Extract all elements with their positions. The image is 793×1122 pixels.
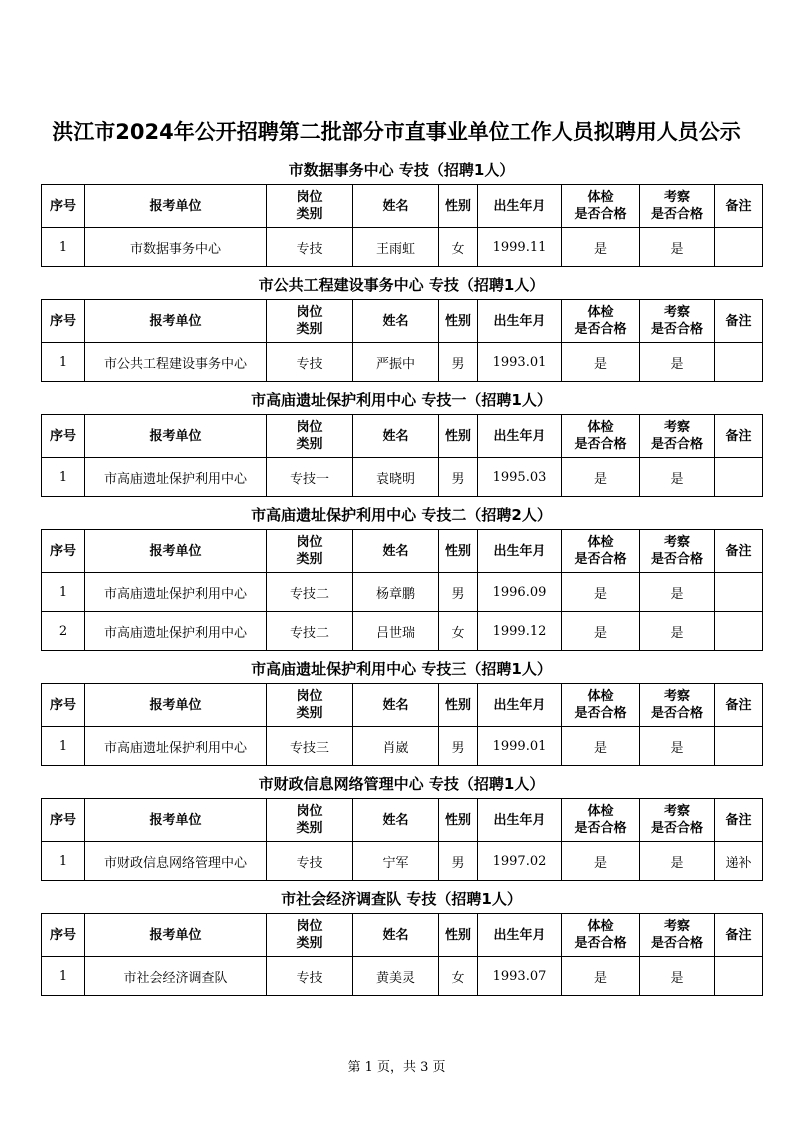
cell-health: 是 [562,612,640,651]
cell-index: 1 [42,573,85,612]
header-health [562,799,640,842]
header-review-text: 是否合格 [650,322,703,337]
header-health [562,914,640,957]
header-index [42,684,85,727]
candidate-table [41,184,763,267]
header-gender [439,914,478,957]
header-gender-text: 性别 [444,697,471,713]
cell-review: 是 [640,727,715,766]
header-review-text: 考察 [663,689,690,704]
header-post-text: 类别 [296,322,323,337]
table-header-row [42,799,763,842]
cell-index: 1 [42,957,85,996]
header-review [640,185,715,228]
table-header-row [42,914,763,957]
cell-gender: 男 [439,343,478,382]
cell-gender: 女 [439,228,478,267]
header-review [640,914,715,957]
header-unit [85,530,267,573]
cell-remark: 递补 [715,842,763,881]
table-header-row [42,415,763,458]
recruitment-section [41,386,762,497]
page-footer: 第 1 页，共 3 页 [347,1060,446,1075]
cell-review: 是 [640,612,715,651]
cell-unit: 市数据事务中心 [85,228,267,267]
header-unit-text: 报考单位 [149,428,202,444]
header-post-text: 岗位 [296,420,323,435]
cell-name: 杨章鹏 [353,573,439,612]
header-health-text: 是否合格 [574,437,627,452]
header-review [640,684,715,727]
cell-birth: 1993.07 [478,957,562,996]
cell-index: 1 [42,228,85,267]
header-birth [478,684,562,727]
cell-gender: 女 [439,957,478,996]
header-birth-text: 出生年月 [493,697,546,713]
section-title: 市社会经济调查队 专技（招聘1人） [281,890,522,908]
cell-post: 专技三 [267,727,353,766]
header-health-text: 是否合格 [574,936,627,951]
header-review [640,530,715,573]
table-header-row [42,530,763,573]
header-unit-text: 报考单位 [149,812,202,828]
header-birth [478,914,562,957]
header-review-text: 考察 [663,919,690,934]
header-health [562,300,640,343]
cell-health: 是 [562,957,640,996]
cell-review: 是 [640,842,715,881]
header-health-text: 体检 [587,804,614,819]
header-gender-text: 性别 [444,428,471,444]
header-gender [439,185,478,228]
header-unit-text: 报考单位 [149,198,202,214]
candidate-table [41,913,763,996]
header-post [267,530,353,573]
header-unit [85,415,267,458]
table-row [42,727,763,766]
header-review-text: 是否合格 [650,552,703,567]
header-name-text: 姓名 [382,927,409,943]
header-gender-text: 性别 [444,313,471,329]
header-post [267,684,353,727]
header-index [42,300,85,343]
header-index-text: 序号 [49,428,76,444]
table-row [42,458,763,497]
header-gender [439,799,478,842]
header-review-text: 考察 [663,420,690,435]
header-post [267,185,353,228]
header-unit [85,799,267,842]
table-row [42,573,763,612]
header-remark-text: 备注 [725,927,752,943]
header-post-text: 类别 [296,936,323,951]
cell-post: 专技二 [267,612,353,651]
header-unit [85,185,267,228]
header-health-text: 是否合格 [574,322,627,337]
header-post-text: 岗位 [296,804,323,819]
header-birth-text: 出生年月 [493,198,546,214]
header-post-text: 岗位 [296,190,323,205]
header-index-text: 序号 [49,543,76,559]
header-remark-text: 备注 [725,812,752,828]
header-health [562,530,640,573]
cell-remark [715,228,763,267]
header-birth-text: 出生年月 [493,812,546,828]
cell-gender: 女 [439,612,478,651]
header-gender [439,415,478,458]
header-remark [715,914,763,957]
cell-name: 肖崴 [353,727,439,766]
header-post-text: 类别 [296,706,323,721]
cell-unit: 市财政信息网络管理中心 [85,842,267,881]
header-remark [715,185,763,228]
header-index [42,415,85,458]
cell-remark [715,727,763,766]
header-name-text: 姓名 [382,428,409,444]
cell-review: 是 [640,573,715,612]
cell-name: 严振中 [353,343,439,382]
header-post-text: 岗位 [296,919,323,934]
cell-health: 是 [562,573,640,612]
cell-gender: 男 [439,727,478,766]
header-health-text: 体检 [587,305,614,320]
cell-name: 宁军 [353,842,439,881]
table-header-row [42,185,763,228]
header-name [353,914,439,957]
cell-index: 1 [42,727,85,766]
header-name-text: 姓名 [382,198,409,214]
cell-index: 1 [42,458,85,497]
section-title: 市高庙遗址保护利用中心 专技三（招聘1人） [251,660,552,678]
header-review [640,415,715,458]
header-health-text: 体检 [587,190,614,205]
header-name-text: 姓名 [382,543,409,559]
cell-review: 是 [640,458,715,497]
cell-post: 专技 [267,957,353,996]
header-birth [478,530,562,573]
cell-health: 是 [562,343,640,382]
cell-index: 1 [42,842,85,881]
header-name [353,185,439,228]
header-health-text: 体检 [587,420,614,435]
header-remark-text: 备注 [725,697,752,713]
cell-index: 1 [42,343,85,382]
cell-gender: 男 [439,458,478,497]
header-post [267,799,353,842]
header-unit [85,914,267,957]
header-index-text: 序号 [49,697,76,713]
header-review-text: 是否合格 [650,207,703,222]
header-index [42,530,85,573]
header-name [353,300,439,343]
header-health-text: 是否合格 [574,821,627,836]
header-remark-text: 备注 [725,198,752,214]
header-birth [478,300,562,343]
section-title: 市公共工程建设事务中心 专技（招聘1人） [258,276,545,294]
header-gender-text: 性别 [444,927,471,943]
header-name-text: 姓名 [382,313,409,329]
table-row [42,842,763,881]
section-title: 市财政信息网络管理中心 专技（招聘1人） [258,775,545,793]
header-health-text: 是否合格 [574,706,627,721]
header-gender [439,300,478,343]
header-index-text: 序号 [49,198,76,214]
header-remark [715,415,763,458]
header-name [353,415,439,458]
header-health-text: 体检 [587,919,614,934]
section-title: 市数据事务中心 专技（招聘1人） [288,161,515,179]
header-post [267,300,353,343]
cell-name: 王雨虹 [353,228,439,267]
cell-health: 是 [562,842,640,881]
recruitment-section [41,156,762,267]
cell-birth: 1997.02 [478,842,562,881]
table-row [42,228,763,267]
header-review [640,300,715,343]
section-gap [41,996,762,1000]
cell-unit: 市社会经济调查队 [85,957,267,996]
header-gender-text: 性别 [444,198,471,214]
recruitment-section [41,885,762,996]
header-post [267,415,353,458]
header-name-text: 姓名 [382,812,409,828]
header-unit-text: 报考单位 [149,313,202,329]
header-birth [478,799,562,842]
header-review-text: 考察 [663,305,690,320]
cell-gender: 男 [439,573,478,612]
cell-unit: 市高庙遗址保护利用中心 [85,573,267,612]
cell-unit: 市高庙遗址保护利用中心 [85,458,267,497]
header-post [267,914,353,957]
header-post-text: 类别 [296,552,323,567]
candidate-table [41,683,763,766]
header-birth-text: 出生年月 [493,543,546,559]
candidate-table [41,299,763,382]
cell-post: 专技 [267,343,353,382]
header-name-text: 姓名 [382,697,409,713]
recruitment-section [41,655,762,766]
cell-gender: 男 [439,842,478,881]
header-review-text: 考察 [663,804,690,819]
cell-remark [715,458,763,497]
header-remark [715,300,763,343]
cell-post: 专技二 [267,573,353,612]
cell-remark [715,343,763,382]
header-post-text: 岗位 [296,535,323,550]
header-health [562,684,640,727]
header-index [42,185,85,228]
header-unit-text: 报考单位 [149,543,202,559]
header-remark [715,530,763,573]
header-remark-text: 备注 [725,543,752,559]
cell-remark [715,573,763,612]
cell-review: 是 [640,957,715,996]
header-review-text: 考察 [663,535,690,550]
header-remark [715,684,763,727]
header-unit [85,684,267,727]
cell-post: 专技 [267,228,353,267]
cell-birth: 1996.09 [478,573,562,612]
header-index-text: 序号 [49,927,76,943]
candidate-table [41,529,763,651]
header-birth [478,415,562,458]
header-review-text: 考察 [663,190,690,205]
header-remark-text: 备注 [725,428,752,444]
cell-birth: 1999.12 [478,612,562,651]
cell-name: 吕世瑞 [353,612,439,651]
table-row [42,957,763,996]
sections-container [41,156,762,1000]
header-unit-text: 报考单位 [149,697,202,713]
cell-unit: 市高庙遗址保护利用中心 [85,612,267,651]
recruitment-section [41,501,762,651]
cell-post: 专技 [267,842,353,881]
header-name [353,530,439,573]
header-unit [85,300,267,343]
cell-health: 是 [562,228,640,267]
candidate-table [41,414,763,497]
header-name [353,684,439,727]
cell-birth: 1995.03 [478,458,562,497]
header-gender [439,530,478,573]
header-post-text: 类别 [296,821,323,836]
cell-birth: 1999.11 [478,228,562,267]
document-title: 洪江市2024年公开招聘第二批部分市直事业单位工作人员拟聘用人员公示 [52,120,741,144]
table-row [42,612,763,651]
cell-review: 是 [640,343,715,382]
table-header-row [42,684,763,727]
header-review-text: 是否合格 [650,936,703,951]
header-remark [715,799,763,842]
cell-index: 2 [42,612,85,651]
cell-unit: 市高庙遗址保护利用中心 [85,727,267,766]
header-index-text: 序号 [49,812,76,828]
header-post-text: 岗位 [296,305,323,320]
recruitment-section [41,271,762,382]
cell-post: 专技一 [267,458,353,497]
cell-health: 是 [562,458,640,497]
header-name [353,799,439,842]
cell-remark [715,612,763,651]
header-index [42,799,85,842]
header-health [562,185,640,228]
table-header-row [42,300,763,343]
cell-remark [715,957,763,996]
section-title: 市高庙遗址保护利用中心 专技二（招聘2人） [251,506,552,524]
header-health-text: 是否合格 [574,207,627,222]
header-post-text: 类别 [296,207,323,222]
cell-review: 是 [640,228,715,267]
header-review [640,799,715,842]
recruitment-section [41,770,762,881]
header-post-text: 类别 [296,437,323,452]
cell-birth: 1993.01 [478,343,562,382]
header-unit-text: 报考单位 [149,927,202,943]
section-title: 市高庙遗址保护利用中心 专技一（招聘1人） [251,391,552,409]
header-review-text: 是否合格 [650,706,703,721]
header-birth-text: 出生年月 [493,927,546,943]
header-birth-text: 出生年月 [493,313,546,329]
cell-name: 黄美灵 [353,957,439,996]
cell-unit: 市公共工程建设事务中心 [85,343,267,382]
header-health [562,415,640,458]
table-row [42,343,763,382]
cell-health: 是 [562,727,640,766]
header-birth-text: 出生年月 [493,428,546,444]
header-review-text: 是否合格 [650,437,703,452]
header-gender-text: 性别 [444,543,471,559]
header-index [42,914,85,957]
header-gender [439,684,478,727]
header-health-text: 体检 [587,535,614,550]
candidate-table [41,798,763,881]
header-birth [478,185,562,228]
header-health-text: 是否合格 [574,552,627,567]
header-health-text: 体检 [587,689,614,704]
cell-birth: 1999.01 [478,727,562,766]
cell-name: 袁晓明 [353,458,439,497]
header-post-text: 岗位 [296,689,323,704]
header-gender-text: 性别 [444,812,471,828]
header-remark-text: 备注 [725,313,752,329]
header-index-text: 序号 [49,313,76,329]
header-review-text: 是否合格 [650,821,703,836]
